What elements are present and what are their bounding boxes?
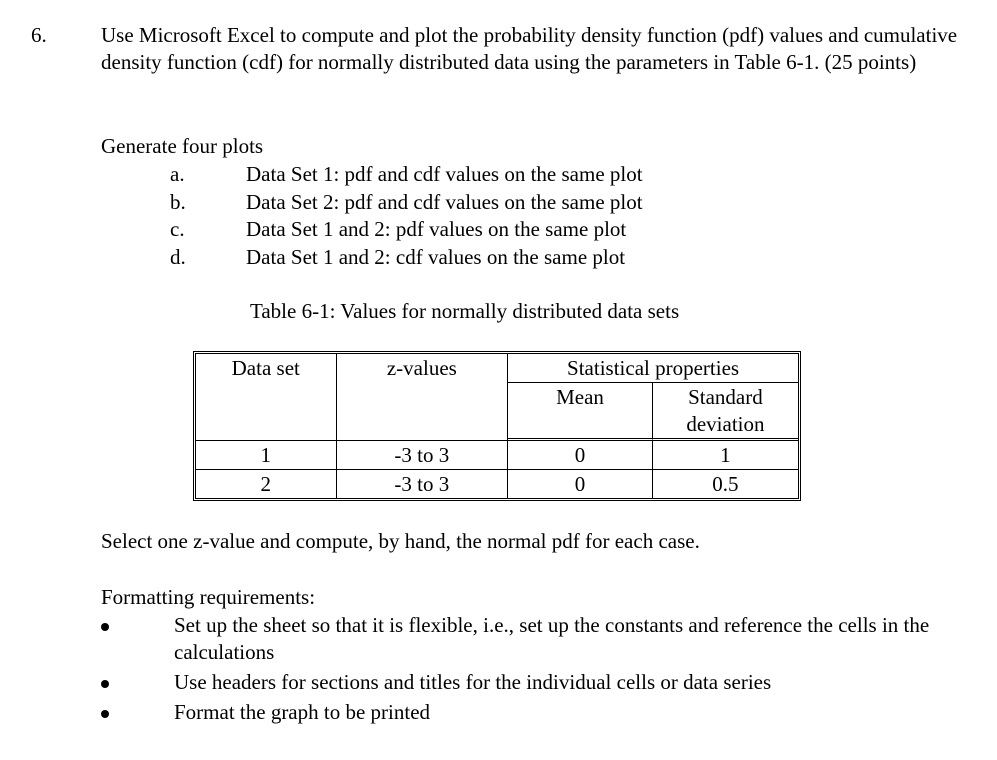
bullet-icon bbox=[101, 680, 109, 688]
formatting-item-text: Format the graph to be printed bbox=[174, 699, 431, 724]
table-header-row bbox=[196, 354, 798, 383]
cell-data-set: 2 bbox=[196, 470, 337, 498]
plots-item-label: d. bbox=[170, 244, 186, 269]
formatting-item-text: Use headers for sections and titles for the individual cells or data series bbox=[174, 669, 772, 694]
header-standard-deviation: Standard deviation bbox=[653, 383, 798, 441]
plots-item-text: Data Set 2: pdf and cdf values on the same plot bbox=[246, 189, 643, 214]
instruction-text: Select one z-value and compute, by hand, the normal pdf for each case. bbox=[101, 529, 700, 553]
cell-z-values: -3 to 3 bbox=[337, 470, 509, 498]
plots-list-item bbox=[170, 244, 643, 272]
plots-item-label: a. bbox=[170, 162, 185, 186]
formatting-list-item bbox=[101, 669, 961, 696]
table-row bbox=[196, 470, 798, 498]
plots-list-item bbox=[170, 161, 643, 189]
plots-item-text: Data Set 1: pdf and cdf values on the same plot bbox=[246, 162, 643, 186]
formatting-list bbox=[101, 612, 961, 729]
header-z-values: z-values bbox=[337, 354, 509, 441]
cell-mean: 0 bbox=[508, 441, 653, 470]
formatting-list-item bbox=[101, 612, 961, 666]
plots-item-text: Data Set 1 and 2: cdf values on the same plot bbox=[246, 244, 626, 269]
question-number: 6. bbox=[31, 23, 47, 47]
plots-heading: Generate four plots bbox=[101, 134, 264, 158]
plots-list-item bbox=[170, 189, 643, 217]
bullet-icon bbox=[101, 710, 109, 718]
plots-item-label: b. bbox=[170, 189, 186, 214]
bullet-icon bbox=[101, 623, 109, 631]
plots-item-text: Data Set 1 and 2: pdf values on the same plot bbox=[246, 217, 627, 241]
header-mean: Mean bbox=[508, 383, 653, 441]
table-row bbox=[196, 441, 798, 470]
formatting-item-text: Set up the sheet so that it is flexible, i.e., set up the constants and reference the cells in the calculations bbox=[174, 613, 930, 664]
header-data-set: Data set bbox=[196, 354, 337, 441]
parameters-table bbox=[193, 351, 801, 501]
header-statistical-properties: Statistical properties bbox=[508, 354, 798, 383]
formatting-heading: Formatting requirements: bbox=[101, 585, 316, 609]
question-intro bbox=[101, 22, 981, 76]
cell-std-dev: 1 bbox=[653, 441, 798, 470]
question-intro-text: Use Microsoft Excel to compute and plot the probability density function (pdf) values and cumulative density function (cdf) for normally distributed data using the parameters in Table 6-1. (25 points) bbox=[101, 23, 958, 74]
cell-mean: 0 bbox=[508, 470, 653, 498]
cell-data-set: 1 bbox=[196, 441, 337, 470]
plots-item-label: c. bbox=[170, 217, 185, 241]
cell-z-values: -3 to 3 bbox=[337, 441, 509, 470]
plots-list bbox=[170, 161, 643, 271]
plots-list-item bbox=[170, 216, 643, 244]
formatting-list-item bbox=[101, 699, 961, 726]
cell-std-dev: 0.5 bbox=[712, 472, 739, 496]
table-caption: Table 6-1: Values for normally distributed data sets bbox=[250, 299, 680, 323]
